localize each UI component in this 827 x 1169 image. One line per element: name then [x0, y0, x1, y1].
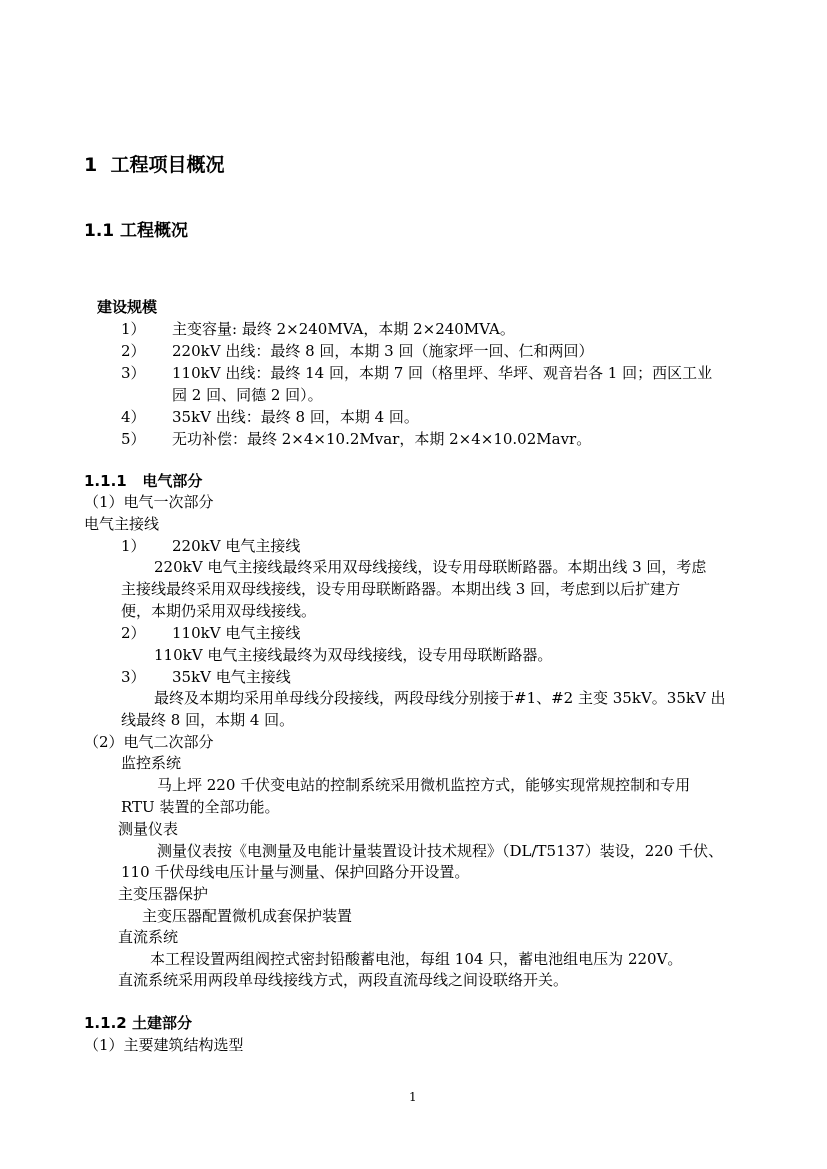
heading-electrical-number: 1.1.1 [84, 472, 127, 490]
scale-item-3-number: 3） [121, 364, 146, 382]
heading-1 [84, 155, 224, 175]
monitor-line-1: 马上坪 220 千伏变电站的控制系统采用微机监控方式，能够实现常规控制和专用 [157, 776, 691, 794]
scale-item-5-text: 无功补偿：最终 2×4×10.2Mvar，本期 2×4×10.02Mavr。 [172, 430, 592, 448]
meter-line-2: 110 千伏母线电压计量与测量、保护回路分开设置。 [121, 863, 470, 881]
wiring-1-line-3: 便，本期仍采用双母线接线。 [121, 602, 317, 620]
scale-item-1-number: 1） [121, 320, 146, 338]
heading-2 [84, 221, 188, 241]
monitor-title: 监控系统 [121, 754, 182, 772]
wiring-1-line-1: 220kV 电气主接线最终采用双母线接线，设专用母联断路器。本期出线 3 回，考虑 [154, 558, 707, 576]
scale-title: 建设规模 [97, 298, 158, 316]
wiring-2-line-1: 110kV 电气主接线最终为双母线接线，设专用母联断路器。 [154, 646, 553, 664]
heading-1-number: 1 [84, 154, 98, 176]
wiring-1-number: 1） [121, 537, 146, 555]
scale-item-2-text: 220kV 出线：最终 8 回，本期 3 回（施家坪一回、仁和两回） [172, 342, 594, 360]
wiring-2-title: 110kV 电气主接线 [172, 624, 301, 642]
wiring-1-title: 220kV 电气主接线 [172, 537, 301, 555]
heading-civil-text: 土建部分 [131, 1014, 192, 1032]
wiring-3-title: 35kV 电气主接线 [172, 668, 291, 686]
monitor-line-2: RTU 装置的全部功能。 [121, 798, 280, 816]
scale-item-3-text-line-1: 110kV 出线：最终 14 回，本期 7 回（格里坪、华坪、观音岩各 1 回；西区工业 [172, 364, 713, 382]
page-number: 1 [409, 1090, 417, 1104]
dc-title: 直流系统 [118, 928, 179, 946]
meter-title: 测量仪表 [118, 820, 179, 838]
heading-electrical-text: 电气部分 [142, 472, 203, 490]
wiring-1-line-2: 主接线最终采用双母线接线，设专用母联断路器。本期出线 3 回，考虑到以后扩建方 [121, 580, 681, 598]
wiring-3-line-1: 最终及本期均采用单母线分段接线，两段母线分别接于#1、#2 主变 35kV。35kV 出 [154, 689, 726, 707]
heading-2-text: 工程概况 [120, 221, 189, 241]
meter-line-1: 测量仪表按《电测量及电能计量装置设计技术规程》（DL/T5137）装设，220 千伏、 [157, 842, 724, 860]
wiring-3-number: 3） [121, 668, 146, 686]
electrical-primary: （1）电气一次部分 [84, 493, 214, 511]
scale-item-5-number: 5） [121, 430, 146, 448]
heading-civil-number: 1.1.2 [84, 1014, 127, 1032]
wiring-2-number: 2） [121, 624, 146, 642]
dc-line-2: 直流系统采用两段单母线接线方式，两段直流母线之间设联络开关。 [118, 971, 569, 989]
scale-item-4-text: 35kV 出线：最终 8 回，本期 4 回。 [172, 408, 419, 426]
transformer-title: 主变压器保护 [118, 885, 209, 903]
heading-electrical [84, 471, 202, 491]
wiring-3-line-2: 线最终 8 回，本期 4 回。 [121, 711, 295, 729]
heading-1-text: 工程项目概况 [110, 154, 225, 176]
dc-line-1: 本工程设置两组阀控式密封铅酸蓄电池，每组 104 只，蓄电池组电压为 220V。 [150, 950, 683, 968]
electrical-secondary: （2）电气二次部分 [84, 733, 214, 751]
scale-item-1-text: 主变容量: 最终 2×240MVA，本期 2×240MVA。 [172, 320, 515, 338]
transformer-line-1: 主变压器配置微机成套保护装置 [142, 907, 353, 925]
civil-item-1: （1）主要建筑结构选型 [84, 1036, 244, 1054]
scale-item-2-number: 2） [121, 342, 146, 360]
heading-2-number: 1.1 [84, 221, 115, 241]
scale-item-3-text-line-2: 园 2 回、同德 2 回）。 [172, 386, 323, 404]
scale-item-4-number: 4） [121, 408, 146, 426]
heading-civil [84, 1013, 192, 1033]
main-wiring-title: 电气主接线 [84, 515, 160, 533]
